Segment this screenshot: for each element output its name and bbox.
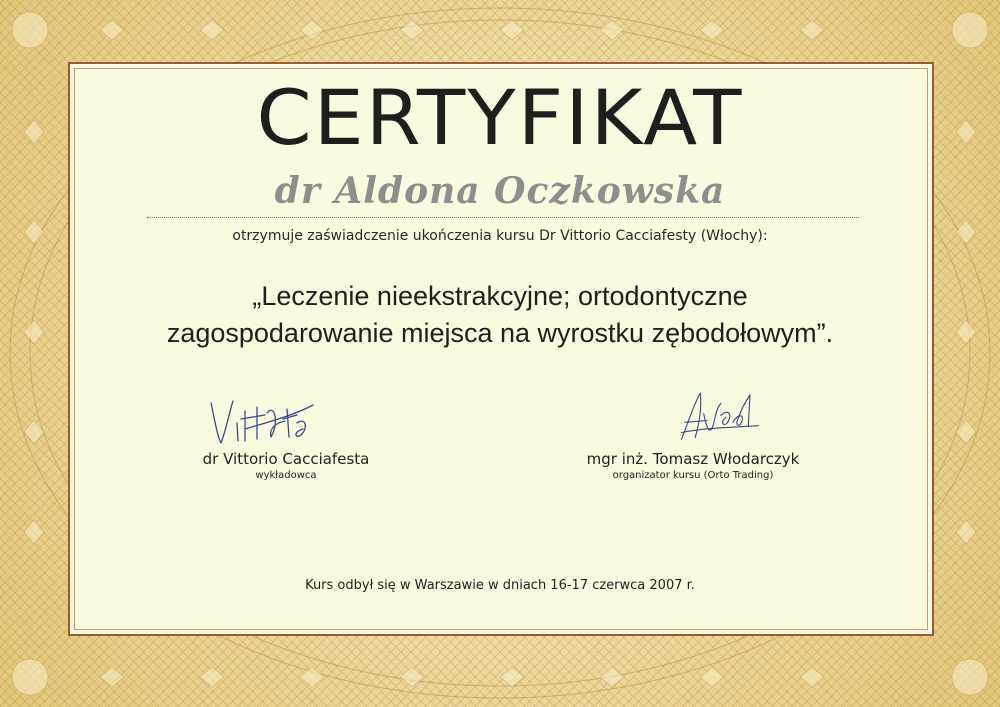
dotted-divider [147, 217, 859, 218]
signature-right [665, 388, 775, 448]
signer-right-name: mgr inż. Tomasz Włodarczyk [586, 450, 800, 468]
recipient-name: dr Aldona Oczkowska [274, 170, 726, 212]
signer-right [533, 450, 853, 482]
signer-left-name: dr Vittorio Cacciafesta [202, 450, 370, 468]
signer-right-role: organizator kursu (Orto Trading) [612, 470, 774, 481]
signer-left [126, 450, 446, 482]
course-title-line-2: zagospodarowanie miejsca na wyrostku zębodołowym”. [166, 318, 834, 348]
course-title [0, 278, 1000, 352]
course-title-line-1: „Leczenie nieekstrakcyjne; ortodontyczne [252, 281, 748, 311]
intro-text: otrzymuje zaświadczenie ukończenia kursu Dr Vittorio Cacciafesty (Włochy): [232, 228, 768, 244]
certificate-title: CERTYFIKAT [256, 73, 744, 162]
footer-text: Kurs odbył się w Warszawie w dniach 16-17 czerwca 2007 r. [305, 578, 695, 593]
signature-left [205, 393, 315, 453]
signer-left-role: wykładowca [255, 470, 317, 481]
